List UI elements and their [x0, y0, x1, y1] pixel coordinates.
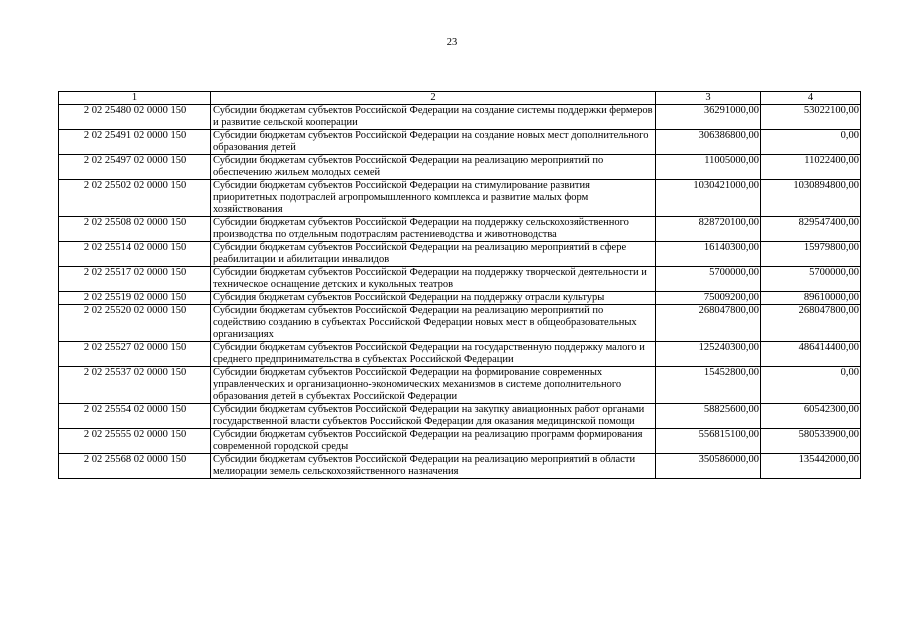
budget-code-cell: 2 02 25537 02 0000 150 — [59, 367, 211, 404]
budget-code-cell: 2 02 25554 02 0000 150 — [59, 404, 211, 429]
budget-code-cell: 2 02 25519 02 0000 150 — [59, 292, 211, 305]
budget-code-cell: 2 02 25517 02 0000 150 — [59, 267, 211, 292]
table-row — [59, 217, 861, 242]
budget-table — [58, 91, 861, 479]
budget-code-cell: 2 02 25527 02 0000 150 — [59, 342, 211, 367]
amount-col4-cell: 829547400,00 — [761, 217, 861, 242]
table-row — [59, 267, 861, 292]
budget-code-cell: 2 02 25508 02 0000 150 — [59, 217, 211, 242]
table-header-row — [59, 92, 861, 105]
amount-col4-cell: 60542300,00 — [761, 404, 861, 429]
description-cell: Субсидии бюджетам субъектов Российской Федерации на реализацию мероприятий в области мелиорации земель сельскохозяйственного назначения — [211, 454, 656, 479]
amount-col4-cell: 1030894800,00 — [761, 180, 861, 217]
amount-col4-cell: 11022400,00 — [761, 155, 861, 180]
amount-col3-cell: 16140300,00 — [656, 242, 761, 267]
column-header-1: 1 — [59, 92, 211, 105]
description-cell: Субсидии бюджетам субъектов Российской Федерации на стимулирование развития приоритетных подотраслей агропромышленного комплекса и развитие малых форм хозяйствования — [211, 180, 656, 217]
description-cell: Субсидии бюджетам субъектов Российской Федерации на формирование современных управленческих и организационно-экономических механизмов в системе дополнительного образования детей в субъектах Российской Федерации — [211, 367, 656, 404]
amount-col3-cell: 268047800,00 — [656, 305, 761, 342]
table-row — [59, 404, 861, 429]
table-row — [59, 429, 861, 454]
description-cell: Субсидия бюджетам субъектов Российской Федерации на поддержку отрасли культуры — [211, 292, 656, 305]
table-row — [59, 292, 861, 305]
table-row — [59, 155, 861, 180]
budget-code-cell: 2 02 25514 02 0000 150 — [59, 242, 211, 267]
amount-col4-cell: 486414400,00 — [761, 342, 861, 367]
amount-col4-cell: 0,00 — [761, 130, 861, 155]
column-header-2: 2 — [211, 92, 656, 105]
budget-code-cell: 2 02 25491 02 0000 150 — [59, 130, 211, 155]
amount-col3-cell: 36291000,00 — [656, 105, 761, 130]
amount-col4-cell: 89610000,00 — [761, 292, 861, 305]
amount-col3-cell: 306386800,00 — [656, 130, 761, 155]
column-header-3: 3 — [656, 92, 761, 105]
amount-col3-cell: 11005000,00 — [656, 155, 761, 180]
amount-col3-cell: 15452800,00 — [656, 367, 761, 404]
amount-col4-cell: 53022100,00 — [761, 105, 861, 130]
table-row — [59, 180, 861, 217]
table-row — [59, 130, 861, 155]
description-cell: Субсидии бюджетам субъектов Российской Федерации на закупку авиационных работ органами государственной власти субъектов Российской Федерации для оказания медицинской помощи — [211, 404, 656, 429]
budget-code-cell: 2 02 25480 02 0000 150 — [59, 105, 211, 130]
amount-col4-cell: 15979800,00 — [761, 242, 861, 267]
table-row — [59, 342, 861, 367]
amount-col3-cell: 556815100,00 — [656, 429, 761, 454]
budget-code-cell: 2 02 25568 02 0000 150 — [59, 454, 211, 479]
table-row — [59, 367, 861, 404]
amount-col3-cell: 58825600,00 — [656, 404, 761, 429]
amount-col3-cell: 75009200,00 — [656, 292, 761, 305]
amount-col4-cell: 580533900,00 — [761, 429, 861, 454]
description-cell: Субсидии бюджетам субъектов Российской Федерации на реализацию программ формирования современной городской среды — [211, 429, 656, 454]
table-row — [59, 242, 861, 267]
description-cell: Субсидии бюджетам субъектов Российской Федерации на создание системы поддержки фермеров и развитие сельской кооперации — [211, 105, 656, 130]
budget-code-cell: 2 02 25502 02 0000 150 — [59, 180, 211, 217]
amount-col4-cell: 135442000,00 — [761, 454, 861, 479]
amount-col4-cell: 268047800,00 — [761, 305, 861, 342]
amount-col3-cell: 828720100,00 — [656, 217, 761, 242]
description-cell: Субсидии бюджетам субъектов Российской Федерации на реализацию мероприятий по обеспечению жильем молодых семей — [211, 155, 656, 180]
budget-code-cell: 2 02 25555 02 0000 150 — [59, 429, 211, 454]
amount-col3-cell: 350586000,00 — [656, 454, 761, 479]
page-number: 23 — [446, 37, 458, 48]
table-row — [59, 105, 861, 130]
column-header-4: 4 — [761, 92, 861, 105]
budget-code-cell: 2 02 25497 02 0000 150 — [59, 155, 211, 180]
amount-col3-cell: 5700000,00 — [656, 267, 761, 292]
description-cell: Субсидии бюджетам субъектов Российской Федерации на реализацию мероприятий в сфере реабилитации и абилитации инвалидов — [211, 242, 656, 267]
amount-col4-cell: 0,00 — [761, 367, 861, 404]
budget-code-cell: 2 02 25520 02 0000 150 — [59, 305, 211, 342]
amount-col3-cell: 1030421000,00 — [656, 180, 761, 217]
table-row — [59, 454, 861, 479]
description-cell: Субсидии бюджетам субъектов Российской Федерации на реализацию мероприятий по содействию созданию в субъектах Российской Федерации новых мест в общеобразовательных организациях — [211, 305, 656, 342]
amount-col3-cell: 125240300,00 — [656, 342, 761, 367]
description-cell: Субсидии бюджетам субъектов Российской Федерации на поддержку творческой деятельности и техническое оснащение детских и кукольных театров — [211, 267, 656, 292]
description-cell: Субсидии бюджетам субъектов Российской Федерации на создание новых мест дополнительного образования детей — [211, 130, 656, 155]
description-cell: Субсидии бюджетам субъектов Российской Федерации на государственную поддержку малого и среднего предпринимательства в субъектах Российской Федерации — [211, 342, 656, 367]
table-row — [59, 305, 861, 342]
amount-col4-cell: 5700000,00 — [761, 267, 861, 292]
description-cell: Субсидии бюджетам субъектов Российской Федерации на поддержку сельскохозяйственного производства по отдельным подотраслям растениеводства и животноводства — [211, 217, 656, 242]
